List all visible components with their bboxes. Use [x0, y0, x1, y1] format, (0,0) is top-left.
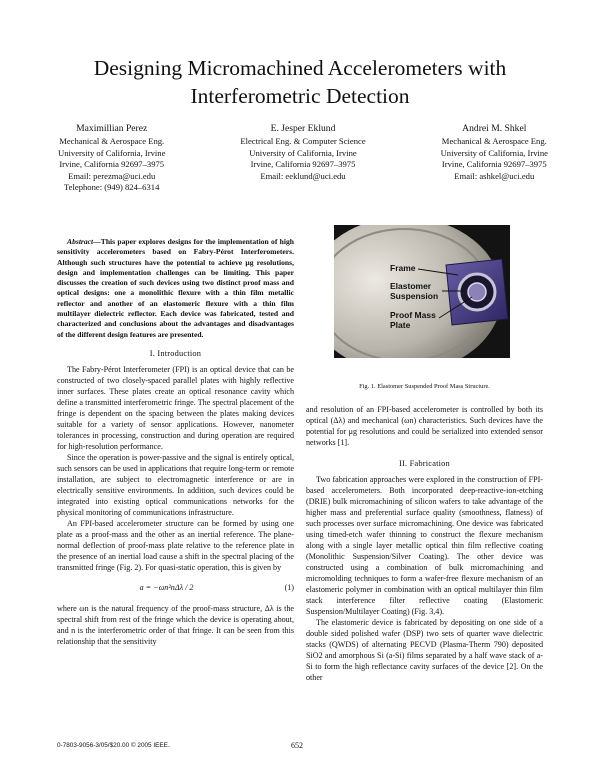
label-elastomer-suspension: Elastomer Suspension	[390, 281, 439, 301]
author-name: Maximillian Perez	[76, 123, 148, 134]
label-proof-mass-plate: Proof Mass Plate	[390, 310, 436, 330]
copyright-notice: 0-7803-9056-3/05/$20.00 © 2005 IEEE.	[57, 742, 170, 749]
author-2	[240, 122, 365, 194]
equation-1	[57, 576, 294, 600]
abstract	[57, 237, 294, 340]
author-block	[58, 122, 548, 194]
author-name: Andrei M. Shkel	[462, 123, 527, 134]
author-affiliation-line: Electrical Eng. & Computer Science	[240, 136, 366, 146]
author-affiliation-line: Irvine, California 92697–3975	[441, 159, 547, 170]
equation-formula: a = −ωn²nΔλ / 2	[139, 583, 194, 593]
author-1	[58, 122, 165, 194]
figure-1-photo	[334, 225, 510, 358]
intro-continuation: and resolution of an FPI-based accelerometer is controlled by both its optical (Δλ) and mechanical (ωn) characteristics. Such devices have the potential for μg resolutions and could be serialized into extended sensor networks [1].	[306, 405, 543, 447]
author-name: E. Jesper Eklund	[270, 123, 336, 134]
author-telephone: Telephone: (949) 824–6314	[64, 182, 160, 193]
proof-mass-photo	[334, 225, 510, 358]
author-affiliation-line: University of California, Irvine	[58, 147, 166, 158]
right-column	[306, 404, 543, 683]
author-affiliation-line: Irvine, California 92697–3975	[59, 159, 165, 170]
fabrication-paragraph: The elastomeric device is fabricated by depositing on one side of a double sided polished wafer (DSP) two sets of quarter wave dielectric stacks (QWDS) of alternating PECVD (Plasma-Therm 790) deposited SiO2 and amorphous Si (a-Si) films separated by a half wave stack of a-Si to form the high reflectance cavity surfaces of the device [2]. On the other	[306, 618, 543, 682]
label-frame: Frame	[390, 263, 416, 273]
title-line-2: Interferometric Detection	[190, 84, 410, 108]
intro-paragraph: The Fabry-Pérot Interferometer (FPI) is an optical device that can be constructed of two closely-spaced parallel plates with highly reflective inner surfaces. These plates create an optical resonance cavity which define a transmitted interferometric fringe. The spectral placement of the fringe is dependent on the spacing between the plates making devices suitable for a variety of sensor applications. However, nanometer tolerances in processing, construction and during operation are required for high-resolution performance.	[57, 364, 294, 451]
author-email: Email: eeklund@uci.edu	[260, 170, 346, 181]
author-affiliation-line: University of California, Irvine	[249, 147, 357, 158]
fabrication-paragraph: Two fabrication approaches were explored in the construction of FPI-based accelerometers. Both incorporated deep-reactive-ion-etching (DRIE) bulk micromachining of silicon wafers to take advantage of the higher mass and preferential surface quality (smoothness, flatness) of such processes over surface micromachining. One device was fabricated using timed-etch wafer thinning to construct the flexure mechanism along with a single layer metallic optical thin film reflective coating (Monolithic Suspension/Silver Coating). The other device was constructed using a combination of bulk micromachining and micromolding techniques to form a wafer-free flexure mechanism of an elastomeric polymer in combination with an optical multilayer thin film stack interference filter reflective coating (Elastomeric Suspension/Multilayer Coating) (Fig. 3,4).	[306, 475, 543, 616]
intro-paragraph: An FPI-based accelerometer structure can be formed by using one plate as a proof-mass and the other as an inertial reference. The plane-normal deflection of proof-mass plate relative to the reference plate in the presence of an inertial load cause a shift in the spectral placing of the transmitted fringe (Fig. 2). For quasi-static operation, this is given by	[57, 518, 294, 572]
intro-paragraph: Since the operation is power-passive and the signal is entirely optical, such sensors can be used in applications that require long-term or remote installation, are subject to electromagnetic interference or are in electrically sensitive environments. In addition, such devices could be integrated into existing optical communications networks for the physical monitoring of communications infrastructure.	[57, 452, 294, 517]
page-number: 652	[291, 741, 303, 750]
title-line-1: Designing Micromachined Accelerometers with	[93, 56, 507, 80]
paper-title	[40, 54, 560, 110]
author-affiliation-line: Mechanical & Aerospace Eng.	[441, 136, 547, 146]
author-affiliation-line: Mechanical & Aerospace Eng.	[59, 136, 165, 146]
figure-1-caption: Fig. 1. Elastomer Suspended Proof Mass Structure.	[359, 383, 490, 390]
author-affiliation-line: Irvine, California 92697–3975	[250, 159, 356, 170]
author-email: Email: ashkel@uci.edu	[454, 170, 535, 181]
section-heading-fabrication: II. Fabrication	[399, 459, 450, 468]
abstract-text: —This paper explores designs for the implementation of high sensitivity accelerometers based on Fabry-Pérot Interferometers. Although such structures have the potential to achieve μg resolutions, design and implementation challenges can be limiting. This paper discusses the creation of such devices using two distinct proof mass and optical designs: one a monolithic flexure with a thin film metallic reflector and another of an elastomeric flexure with a thin film multilayer dielectric reflector. Each device was fabricated, tested and characterized and conclusions about the advantages and disadvantages of the different design features are presented.	[57, 237, 294, 339]
section-heading-introduction: I. Introduction	[149, 348, 202, 358]
author-email: Email: perezma@uci.edu	[68, 170, 156, 181]
abstract-label: Abstract	[67, 237, 94, 246]
left-column	[57, 237, 294, 647]
equation-number: (1)	[284, 583, 294, 593]
author-3	[441, 122, 548, 194]
author-affiliation-line: University of California, Irvine	[440, 147, 548, 158]
equation-explanation: where ωn is the natural frequency of the proof-mass structure, Δλ is the spectral shift from rest of the fringe which the device is operating about, and n is the interferometric order of that fringe. It can be seen from this relationship that the sensitivity	[57, 603, 294, 646]
